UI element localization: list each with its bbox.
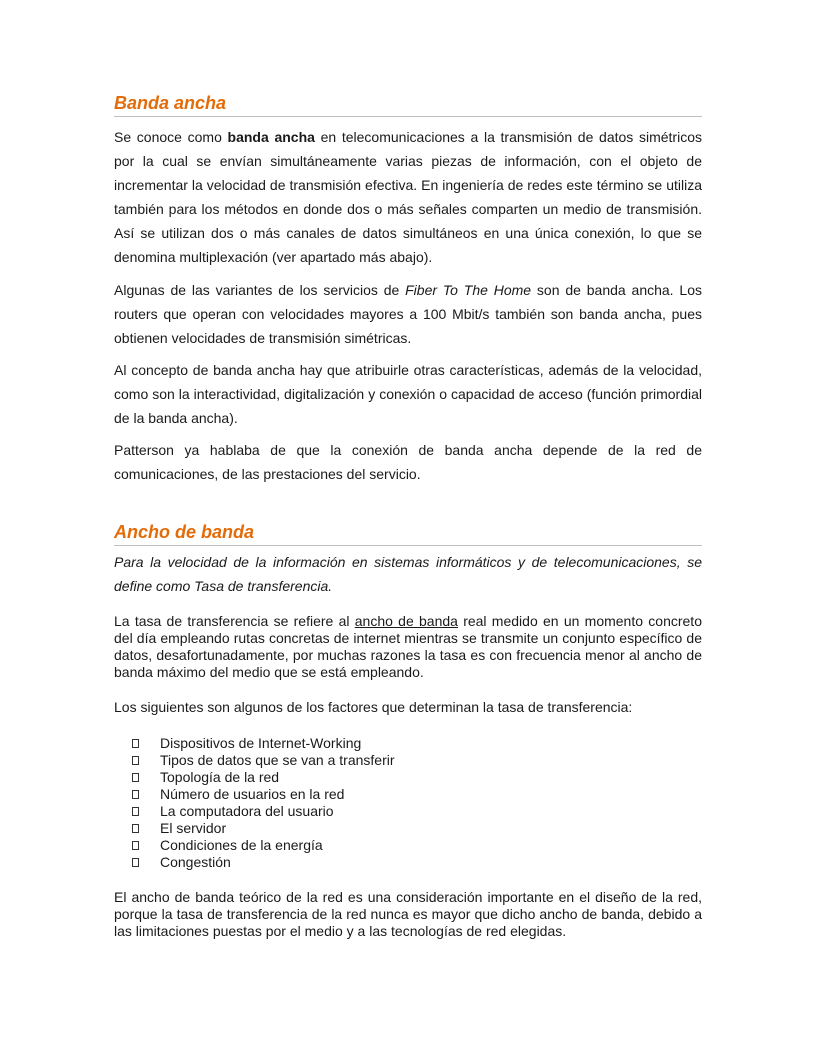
heading-text: Ancho de banda xyxy=(114,522,255,542)
list-item xyxy=(132,803,395,820)
bullet-icon xyxy=(132,790,139,799)
factors-list xyxy=(132,735,395,871)
paragraph xyxy=(114,278,702,350)
paragraph-text: en telecomunicaciones a la transmisión de datos simétricos por la cual se envían simultáneamente varias piezas de información, con el objeto de incrementar la velocidad de transmisión efectiva. En ingeniería de redes este término se utiliza también para los métodos en donde dos o más señales comparten un medio de transmisión. Así se utilizan dos o más canales de datos simultáneos en una única conexión, lo que se denomina multiplexación (ver apartado más abajo). xyxy=(114,129,702,265)
list-item xyxy=(132,786,395,803)
section-heading-ancho-de-banda xyxy=(114,521,702,546)
bullet-icon xyxy=(132,807,139,816)
paragraph-text: son de banda ancha. Los routers que operan con velocidades mayores a 100 Mbit/s también son banda ancha, pues obtienen velocidades de transmisión simétricas. xyxy=(114,282,702,346)
list-item xyxy=(132,735,395,752)
list-item xyxy=(132,752,395,769)
list-item-text: Congestión xyxy=(160,854,231,870)
bold-term: banda ancha xyxy=(227,129,315,145)
bullet-icon xyxy=(132,824,139,833)
paragraph: Patterson ya hablaba de que la conexión de banda ancha depende de la red de comunicaciones, de las prestaciones del servicio. xyxy=(114,442,702,482)
list-item-text: Tipos de datos que se van a transferir xyxy=(160,752,395,768)
bullet-icon xyxy=(132,756,139,765)
heading-text: Banda ancha xyxy=(114,93,227,113)
paragraph xyxy=(114,125,702,269)
paragraph: Los siguientes son algunos de los factores que determinan la tasa de transferencia: xyxy=(114,699,633,715)
list-item-text: Condiciones de la energía xyxy=(160,837,323,853)
list-item-text: Dispositivos de Internet-Working xyxy=(160,735,362,751)
list-item xyxy=(132,854,395,871)
paragraph-text: Algunas de las variantes de los servicios de xyxy=(114,282,406,298)
list-item xyxy=(132,769,395,786)
list-item-text: Topología de la red xyxy=(160,769,280,785)
intro-paragraph: Para la velocidad de la información en sistemas informáticos y de telecomunicaciones, se define como Tasa de transferencia. xyxy=(114,554,702,594)
bullet-icon xyxy=(132,739,139,748)
italic-term: Fiber To The Home xyxy=(405,282,532,298)
list-item xyxy=(132,820,395,837)
paragraph xyxy=(114,613,702,681)
bullet-icon xyxy=(132,858,139,867)
paragraph: Al concepto de banda ancha hay que atribuirle otras características, además de la velocidad, como son la interactividad, digitalización y conexión o capacidad de acceso (función primordial de la banda ancha). xyxy=(114,362,702,426)
ancho-de-banda-link[interactable]: ancho de banda xyxy=(354,613,458,629)
bullet-icon xyxy=(132,773,139,782)
list-item xyxy=(132,837,395,854)
paragraph-text: Se conoce como xyxy=(114,129,228,145)
list-item-text: La computadora del usuario xyxy=(160,803,334,819)
paragraph-text: real medido en un momento concreto del día empleando rutas concretas de internet mientras se transmite un conjunto específico de datos, desafortunadamente, por muchas razones la tasa es con frecuencia menor al ancho de banda máximo del medio que se está empleando. xyxy=(114,613,702,680)
bullet-icon xyxy=(132,841,139,850)
list-item-text: Número de usuarios en la red xyxy=(160,786,345,802)
paragraph: El ancho de banda teórico de la red es una consideración importante en el diseño de la red, porque la tasa de transferencia de la red nunca es mayor que dicho ancho de banda, debido a las limitaciones puestas por el medio y a las tecnologías de red elegidas. xyxy=(114,889,702,939)
list-item-text: El servidor xyxy=(160,820,227,836)
paragraph-text: La tasa de transferencia se refiere al xyxy=(114,613,355,629)
section-heading-banda-ancha xyxy=(114,92,702,117)
